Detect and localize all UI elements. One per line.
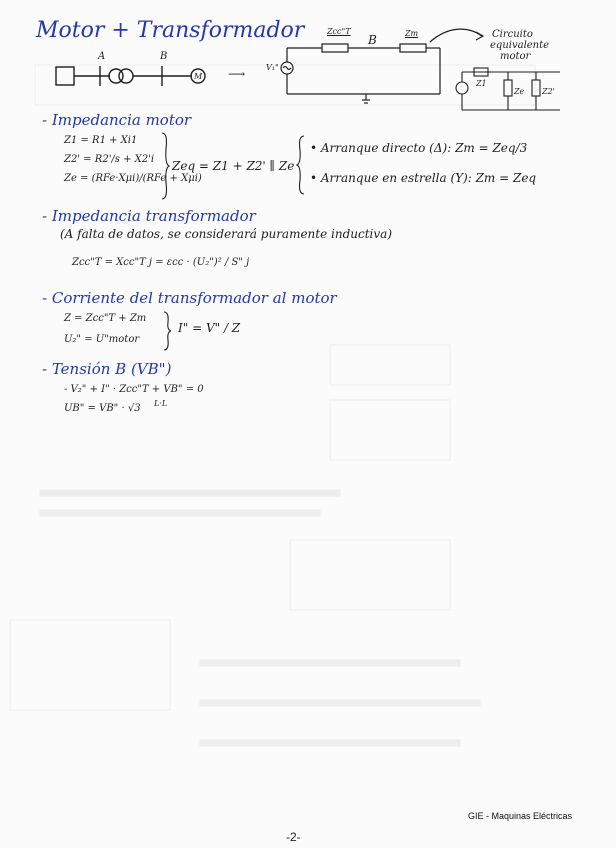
equiv-z2-label: Z2' <box>542 87 555 96</box>
label-b: B <box>160 51 168 62</box>
node-b-label: B <box>368 33 377 47</box>
equiv-title-line1: Circuito <box>492 29 533 40</box>
equiv-title-line2: equivalente <box>490 40 550 51</box>
formula-z2: Z2' = R2'/s + X2'i <box>64 154 155 165</box>
left-brace-icon <box>296 134 306 196</box>
schematic-arrow-icon: ⟶ <box>228 67 246 81</box>
heading-impedancia-motor: - Impedancia motor <box>42 111 192 129</box>
formula-zcc: Zcc"T = Xcc"T j = εcc · (U₂")² / S" j <box>72 257 250 268</box>
arranque-estrella: • Arranque en estrella (Y): Zm = Zeq <box>310 171 537 185</box>
formula-ze: Ze = (RFe·Xμi)/(RFe + Xμi) <box>64 173 202 184</box>
formula-u2: U₂" = U"motor <box>64 334 140 345</box>
formula-z1: Z1 = R1 + Xi1 <box>64 135 138 146</box>
source-voltage-label: V₁" <box>266 63 279 72</box>
one-line-schematic <box>52 51 302 104</box>
curved-arrow-icon <box>428 24 486 46</box>
equiv-title-line3: motor <box>500 51 531 62</box>
zm-impedance <box>400 44 426 52</box>
motor-symbol-label: M <box>194 72 203 81</box>
formula-zeq: Zeq = Z1 + Z2' ∥ Ze <box>172 159 295 173</box>
z2-impedance <box>532 80 540 96</box>
formula-current: I" = V" / Z <box>178 321 241 335</box>
equiv-ze-label: Ze <box>514 87 525 96</box>
motor-source-icon <box>456 82 468 94</box>
source-box <box>56 67 74 85</box>
zm-label: Zm <box>405 29 419 38</box>
page-number: -2- <box>286 830 301 844</box>
formula-kvl: - V₂" + I" · Zcc"T + VB" = 0 <box>64 384 204 395</box>
ub-note: L·L <box>154 399 168 408</box>
equiv-z1-label: Z1 <box>476 79 487 88</box>
heading-tension-b: - Tensión B (VB") <box>42 360 172 378</box>
page-title: Motor + Transformador <box>36 18 305 43</box>
right-brace-small-icon <box>162 310 172 352</box>
footer-course: GIE - Maquinas Eléctricas <box>468 811 573 821</box>
arranque-directo: • Arranque directo (Δ): Zm = Zeq/3 <box>310 141 528 155</box>
zcc-impedance <box>322 44 348 52</box>
ze-impedance <box>504 80 512 96</box>
heading-impedancia-transformador: - Impedancia transformador <box>42 207 256 225</box>
formula-z-total: Z = Zcc"T + Zm <box>64 313 147 324</box>
note-inductiva: (A falta de datos, se considerará puramente inductiva) <box>60 227 392 241</box>
label-a: A <box>98 51 106 62</box>
zcc-label: Zcc"T <box>327 27 351 36</box>
heading-corriente: - Corriente del transformador al motor <box>42 289 337 307</box>
formula-ub: UB" = VB" · √3 <box>64 403 141 414</box>
right-brace-icon <box>160 131 170 201</box>
